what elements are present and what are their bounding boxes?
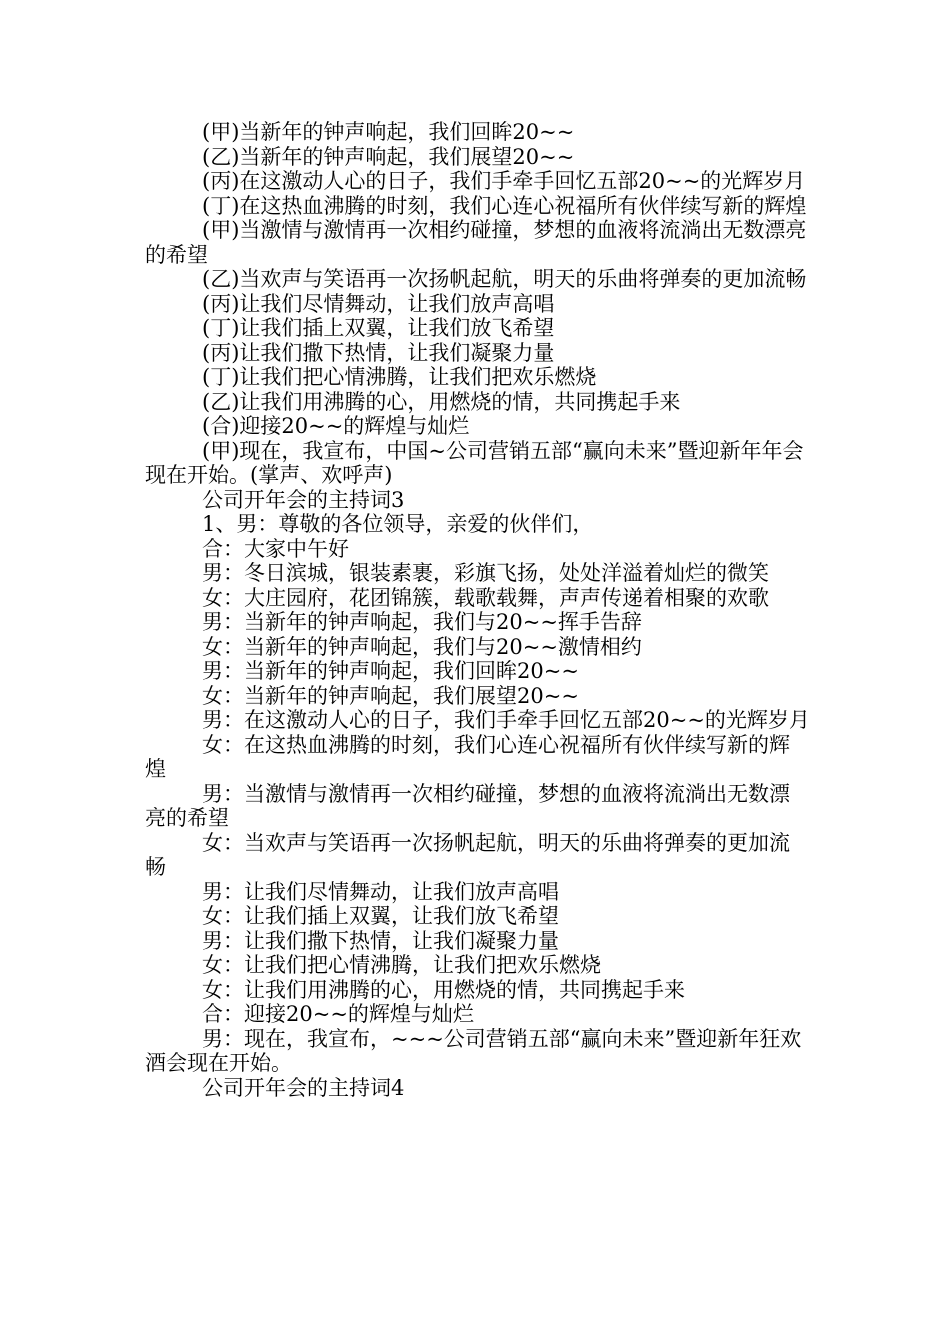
paragraph: 男：让我们尽情舞动，让我们放声高唱 bbox=[202, 879, 559, 904]
paragraph: 男：在这激动人心的日子，我们手牵手回忆五部20~~的光辉岁月 bbox=[202, 708, 810, 732]
paragraph: 合：迎接20~~的辉煌与灿烂 bbox=[202, 1002, 474, 1026]
paragraph: 男：当新年的钟声响起，我们回眸20~~ bbox=[202, 659, 579, 683]
paragraph: 女：让我们插上双翼，让我们放飞希望 bbox=[202, 904, 559, 928]
paragraph: 女：当新年的钟声响起，我们与20~~激情相约 bbox=[202, 634, 642, 659]
paragraph: (丙)让我们尽情舞动，让我们放声高唱 bbox=[202, 291, 555, 316]
paragraph: 男：冬日滨城，银装素裹，彩旗飞扬，处处洋溢着灿烂的微笑 bbox=[202, 561, 769, 585]
paragraph: (丁)让我们把心情沸腾，让我们把欢乐燃烧 bbox=[202, 365, 597, 389]
paragraph: (丁)让我们插上双翼，让我们放飞希望 bbox=[202, 316, 555, 340]
paragraph: 合：大家中午好 bbox=[202, 536, 349, 561]
paragraph: (丙)在这激动人心的日子，我们手牵手回忆五部20~~的光辉岁月 bbox=[202, 169, 806, 193]
section-heading: 公司开年会的主持词3 bbox=[202, 487, 405, 512]
paragraph: 男：现在，我宣布，~~~公司营销五部“赢向未来”暨迎新年狂欢酒会现在开始。 bbox=[145, 1026, 802, 1075]
paragraph: 女：让我们用沸腾的心，用燃烧的情，共同携起手来 bbox=[202, 977, 685, 1002]
paragraph: (甲)当激情与激情再一次相约碰撞，梦想的血液将流淌出无数漂亮的希望 bbox=[145, 218, 807, 267]
document-body bbox=[145, 120, 810, 1100]
paragraph: (甲)当新年的钟声响起，我们回眸20~~ bbox=[202, 120, 575, 144]
paragraph: (乙)让我们用沸腾的心，用燃烧的情，共同携起手来 bbox=[202, 389, 681, 414]
paragraph: 男：当新年的钟声响起，我们与20~~挥手告辞 bbox=[202, 610, 642, 634]
paragraph: (丙)让我们撒下热情，让我们凝聚力量 bbox=[202, 340, 555, 365]
paragraph: 男：当激情与激情再一次相约碰撞，梦想的血液将流淌出无数漂亮的希望 bbox=[145, 781, 790, 830]
paragraph: 1、男：尊敬的各位领导，亲爱的伙伴们， bbox=[202, 512, 594, 536]
paragraph: (合)迎接20~~的辉煌与灿烂 bbox=[202, 414, 470, 438]
paragraph: 男：让我们撒下热情，让我们凝聚力量 bbox=[202, 928, 559, 953]
paragraph: 女：当新年的钟声响起，我们展望20~~ bbox=[202, 683, 579, 708]
paragraph: (乙)当欢声与笑语再一次扬帆起航，明天的乐曲将弹奏的更加流畅 bbox=[202, 267, 807, 291]
paragraph: 女：当欢声与笑语再一次扬帆起航，明天的乐曲将弹奏的更加流畅 bbox=[145, 830, 790, 879]
paragraph: 女：大庄园府，花团锦簇，载歌载舞，声声传递着相聚的欢歌 bbox=[202, 585, 769, 610]
paragraph: (甲)现在，我宣布，中国~公司营销五部“赢向未来”暨迎新年年会现在开始。(掌声、欢呼声) bbox=[145, 438, 804, 487]
paragraph: 女：在这热血沸腾的时刻，我们心连心祝福所有伙伴续写新的辉煌 bbox=[145, 732, 790, 781]
paragraph: (乙)当新年的钟声响起，我们展望20~~ bbox=[202, 144, 575, 169]
paragraph: (丁)在这热血沸腾的时刻，我们心连心祝福所有伙伴续写新的辉煌 bbox=[202, 193, 807, 218]
paragraph: 女：让我们把心情沸腾，让我们把欢乐燃烧 bbox=[202, 953, 601, 977]
section-heading: 公司开年会的主持词4 bbox=[202, 1075, 405, 1100]
